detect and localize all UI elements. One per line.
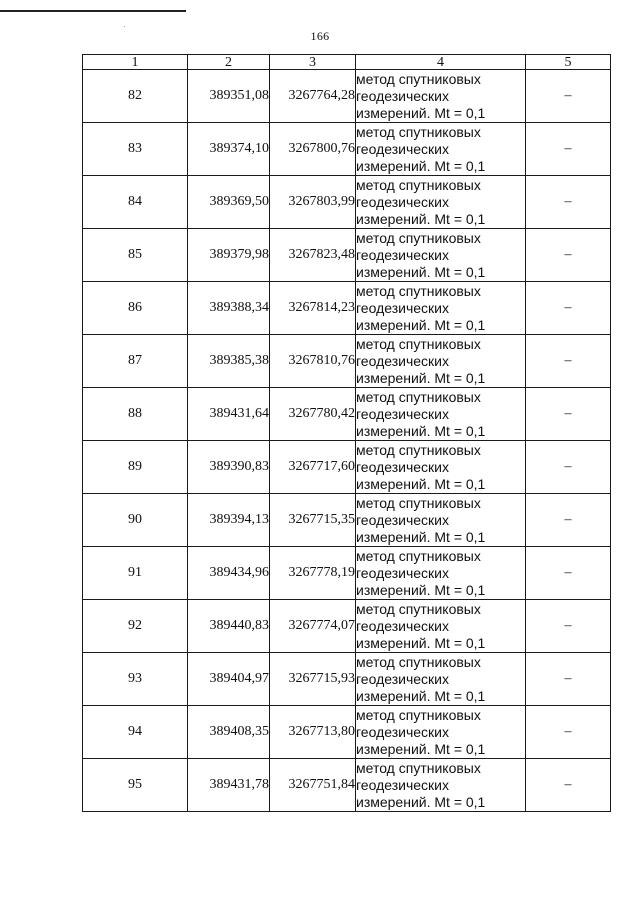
method-line: геодезических: [356, 193, 449, 210]
method-cell: [356, 70, 526, 123]
x-coordinate-cell: 389385,38: [188, 335, 270, 388]
method-cell: [356, 388, 526, 441]
method-line: геодезических: [356, 458, 449, 475]
table-row: [83, 229, 611, 282]
x-coordinate-cell: 389379,98: [188, 229, 270, 282]
method-line: геодезических: [356, 564, 449, 581]
note-cell: –: [526, 176, 611, 229]
column-header-4: 4: [356, 55, 526, 70]
x-coordinate-cell: 389431,64: [188, 388, 270, 441]
method-line: измерений. Mt = 0,1: [356, 581, 486, 598]
method-line: метод спутниковых: [356, 653, 481, 670]
method-cell: [356, 335, 526, 388]
top-rule: [0, 10, 186, 12]
method-line: геодезических: [356, 246, 449, 263]
y-coordinate-cell: 3267800,76: [270, 123, 356, 176]
point-number-cell: 87: [83, 335, 188, 388]
y-coordinate-cell: 3267715,35: [270, 494, 356, 547]
method-line: метод спутниковых: [356, 759, 481, 776]
method-line: измерений. Mt = 0,1: [356, 475, 486, 492]
method-line: измерений. Mt = 0,1: [356, 528, 486, 545]
method-line: измерений. Mt = 0,1: [356, 740, 486, 757]
table-row: [83, 653, 611, 706]
x-coordinate-cell: 389394,13: [188, 494, 270, 547]
y-coordinate-cell: 3267778,19: [270, 547, 356, 600]
table-row: [83, 70, 611, 123]
point-number-cell: 89: [83, 441, 188, 494]
method-line: измерений. Mt = 0,1: [356, 687, 486, 704]
method-cell: [356, 547, 526, 600]
column-header-3: 3: [270, 55, 356, 70]
method-cell: [356, 123, 526, 176]
method-line: измерений. Mt = 0,1: [356, 104, 486, 121]
x-coordinate-cell: 389434,96: [188, 547, 270, 600]
method-line: геодезических: [356, 140, 449, 157]
note-cell: –: [526, 123, 611, 176]
method-line: геодезических: [356, 617, 449, 634]
y-coordinate-cell: 3267774,07: [270, 600, 356, 653]
table-row: [83, 494, 611, 547]
note-cell: –: [526, 441, 611, 494]
column-header-1: 1: [83, 55, 188, 70]
method-line: геодезических: [356, 299, 449, 316]
point-number-cell: 94: [83, 706, 188, 759]
table-row: [83, 759, 611, 812]
method-line: геодезических: [356, 405, 449, 422]
scan-dot: [124, 26, 125, 27]
x-coordinate-cell: 389440,83: [188, 600, 270, 653]
method-line: метод спутниковых: [356, 123, 481, 140]
y-coordinate-cell: 3267751,84: [270, 759, 356, 812]
method-cell: [356, 494, 526, 547]
point-number-cell: 88: [83, 388, 188, 441]
x-coordinate-cell: 389431,78: [188, 759, 270, 812]
y-coordinate-cell: 3267780,42: [270, 388, 356, 441]
table-row: [83, 600, 611, 653]
point-number-cell: 85: [83, 229, 188, 282]
table-row: [83, 441, 611, 494]
method-line: метод спутниковых: [356, 229, 481, 246]
method-line: измерений. Mt = 0,1: [356, 157, 486, 174]
y-coordinate-cell: 3267764,28: [270, 70, 356, 123]
method-line: измерений. Mt = 0,1: [356, 316, 486, 333]
point-number-cell: 91: [83, 547, 188, 600]
note-cell: –: [526, 388, 611, 441]
method-line: метод спутниковых: [356, 441, 481, 458]
method-cell: [356, 600, 526, 653]
point-number-cell: 93: [83, 653, 188, 706]
y-coordinate-cell: 3267713,80: [270, 706, 356, 759]
coordinates-table: [82, 54, 611, 812]
note-cell: –: [526, 547, 611, 600]
method-line: геодезических: [356, 87, 449, 104]
method-line: измерений. Mt = 0,1: [356, 263, 486, 280]
note-cell: –: [526, 70, 611, 123]
method-line: метод спутниковых: [356, 176, 481, 193]
y-coordinate-cell: 3267717,60: [270, 441, 356, 494]
y-coordinate-cell: 3267715,93: [270, 653, 356, 706]
page-number: 166: [310, 29, 330, 43]
note-cell: –: [526, 706, 611, 759]
x-coordinate-cell: 389374,10: [188, 123, 270, 176]
method-line: геодезических: [356, 776, 449, 793]
note-cell: –: [526, 600, 611, 653]
point-number-cell: 86: [83, 282, 188, 335]
note-cell: –: [526, 653, 611, 706]
method-cell: [356, 759, 526, 812]
table-row: [83, 176, 611, 229]
x-coordinate-cell: 389404,97: [188, 653, 270, 706]
method-line: измерений. Mt = 0,1: [356, 634, 486, 651]
method-line: измерений. Mt = 0,1: [356, 369, 486, 386]
method-line: метод спутниковых: [356, 388, 481, 405]
point-number-cell: 90: [83, 494, 188, 547]
table-row: [83, 335, 611, 388]
y-coordinate-cell: 3267810,76: [270, 335, 356, 388]
column-header-5: 5: [526, 55, 611, 70]
x-coordinate-cell: 389408,35: [188, 706, 270, 759]
note-cell: –: [526, 759, 611, 812]
method-line: измерений. Mt = 0,1: [356, 422, 486, 439]
method-line: метод спутниковых: [356, 282, 481, 299]
method-line: геодезических: [356, 723, 449, 740]
y-coordinate-cell: 3267823,48: [270, 229, 356, 282]
column-header-2: 2: [188, 55, 270, 70]
method-line: метод спутниковых: [356, 600, 481, 617]
table-body: [83, 70, 611, 812]
point-number-cell: 83: [83, 123, 188, 176]
method-line: геодезических: [356, 511, 449, 528]
note-cell: –: [526, 282, 611, 335]
method-line: геодезических: [356, 670, 449, 687]
method-cell: [356, 441, 526, 494]
method-line: метод спутниковых: [356, 335, 481, 352]
method-cell: [356, 706, 526, 759]
method-line: измерений. Mt = 0,1: [356, 210, 486, 227]
y-coordinate-cell: 3267814,23: [270, 282, 356, 335]
method-cell: [356, 176, 526, 229]
method-cell: [356, 282, 526, 335]
x-coordinate-cell: 389369,50: [188, 176, 270, 229]
point-number-cell: 95: [83, 759, 188, 812]
method-line: метод спутниковых: [356, 706, 481, 723]
method-line: геодезических: [356, 352, 449, 369]
method-line: метод спутниковых: [356, 547, 481, 564]
table-row: [83, 547, 611, 600]
x-coordinate-cell: 389388,34: [188, 282, 270, 335]
table-row: [83, 282, 611, 335]
y-coordinate-cell: 3267803,99: [270, 176, 356, 229]
table-header-row: [83, 55, 611, 70]
note-cell: –: [526, 494, 611, 547]
method-line: метод спутниковых: [356, 494, 481, 511]
table-row: [83, 388, 611, 441]
method-line: измерений. Mt = 0,1: [356, 793, 486, 810]
note-cell: –: [526, 335, 611, 388]
x-coordinate-cell: 389351,08: [188, 70, 270, 123]
point-number-cell: 82: [83, 70, 188, 123]
method-line: метод спутниковых: [356, 70, 481, 87]
x-coordinate-cell: 389390,83: [188, 441, 270, 494]
method-cell: [356, 653, 526, 706]
method-cell: [356, 229, 526, 282]
point-number-cell: 92: [83, 600, 188, 653]
note-cell: –: [526, 229, 611, 282]
table-row: [83, 123, 611, 176]
table-row: [83, 706, 611, 759]
point-number-cell: 84: [83, 176, 188, 229]
